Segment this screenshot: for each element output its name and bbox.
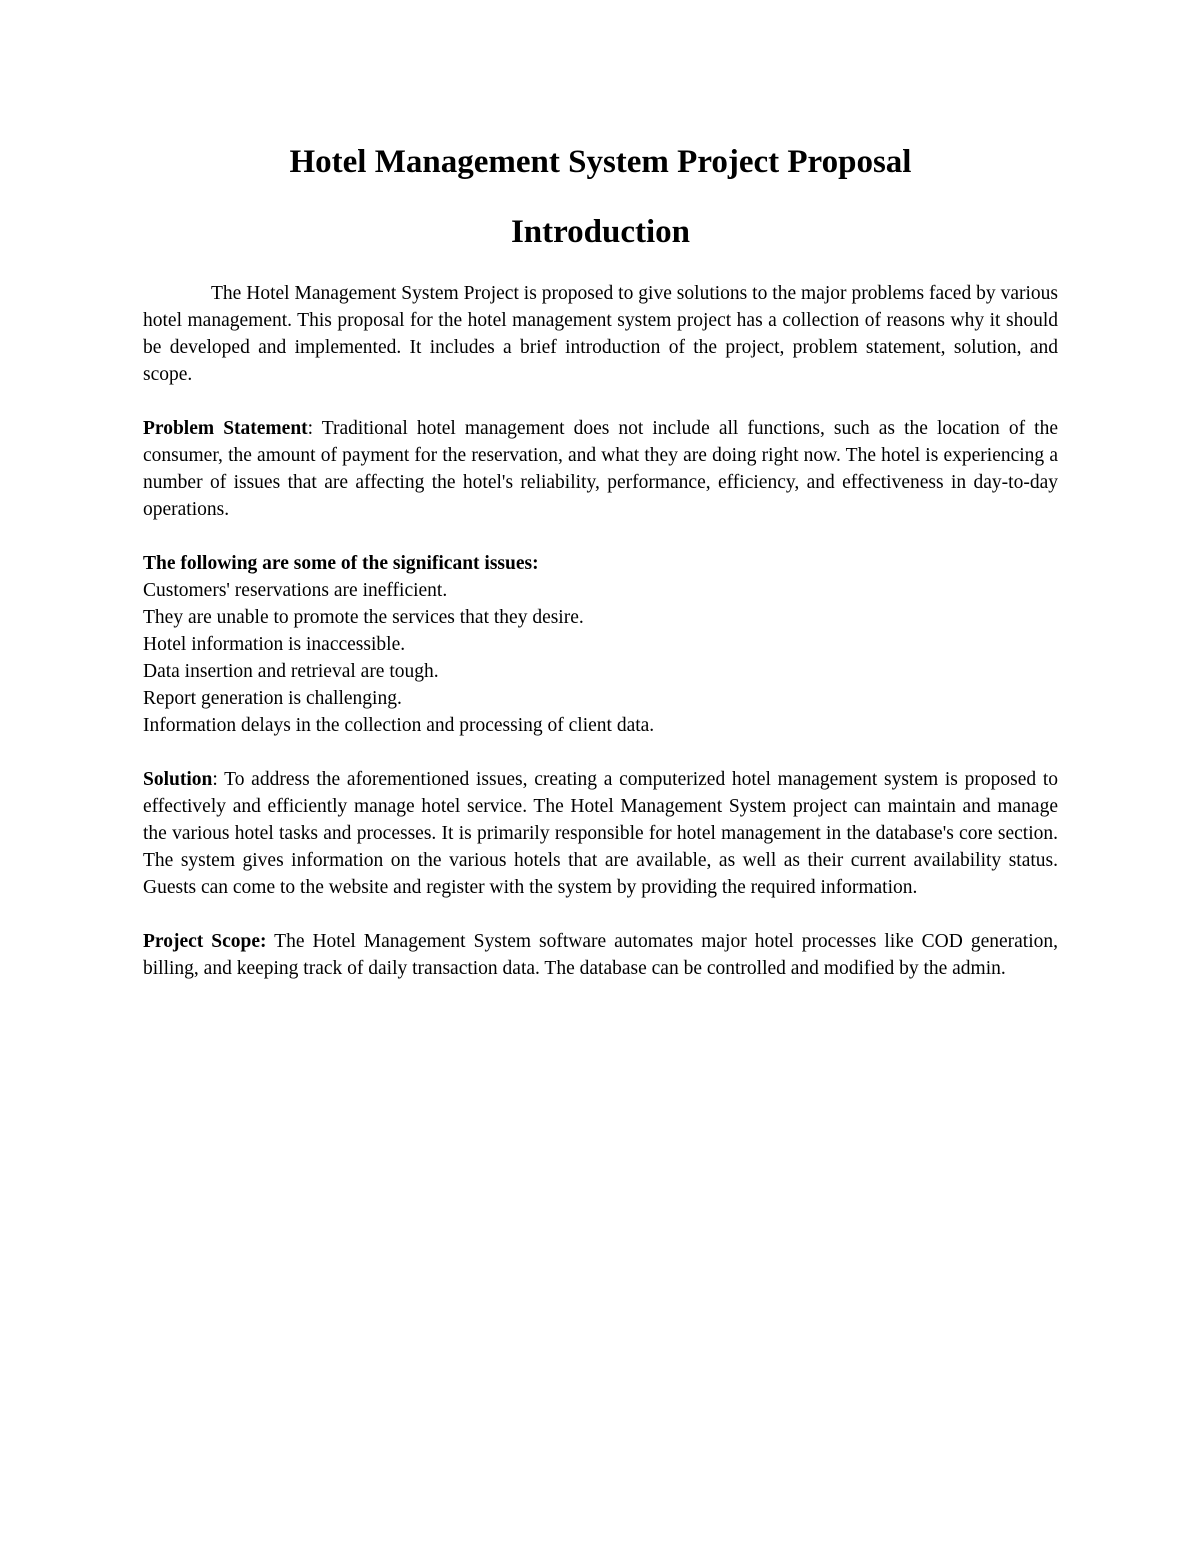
issue-item: Hotel information is inaccessible. xyxy=(143,634,406,655)
problem-statement-label: Problem Statement xyxy=(143,418,308,439)
issues-heading: The following are some of the significant issues: xyxy=(143,553,539,574)
document-title: Hotel Management System Project Proposal xyxy=(289,144,912,180)
issue-item: They are unable to promote the services that they desire. xyxy=(143,607,584,628)
document-page xyxy=(143,140,1058,982)
issue-item: Report generation is challenging. xyxy=(143,688,402,709)
issue-item: Data insertion and retrieval are tough. xyxy=(143,661,439,682)
project-scope-text: The Hotel Management System software automates major hotel processes like COD generation, billing, and keeping track of daily transaction data. The database can be controlled and modified by the admin. xyxy=(143,931,1058,979)
introduction-heading: Introduction xyxy=(510,214,691,250)
issues-heading-line xyxy=(143,550,1058,577)
solution-text: : To address the aforementioned issues, creating a computerized hotel management system is proposed to effectively and efficiently manage hotel service. The Hotel Management System project can maintain and manage the various hotel tasks and processes. It is primarily responsible for hotel management in the database's core section. The system gives information on the various hotels that are available, as well as their current availability status. Guests can come to the website and register with the system by providing the required information. xyxy=(143,769,1058,898)
issue-item: Customers' reservations are inefficient. xyxy=(143,580,448,601)
spacer xyxy=(143,523,1058,550)
issues-list xyxy=(143,577,1058,739)
solution-paragraph xyxy=(143,766,1058,901)
spacer xyxy=(143,739,1058,766)
introduction-paragraph: The Hotel Management System Project is proposed to give solutions to the major problems faced by various hotel management. This proposal for the hotel management system project has a collection of reasons why it should be developed and implemented. It includes a brief introduction of the project, problem statement, solution, and scope. xyxy=(143,283,1058,385)
problem-statement-paragraph xyxy=(143,415,1058,523)
solution-label: Solution xyxy=(143,769,213,790)
spacer xyxy=(143,388,1058,415)
spacer xyxy=(143,901,1058,928)
problem-statement-text: : Traditional hotel management does not include all functions, such as the location of the consumer, the amount of payment for the reservation, and what they are doing right now. The hotel is experiencing a number of issues that are affecting the hotel's reliability, performance, efficiency, and effectiveness in day-to-day operations. xyxy=(143,418,1058,520)
project-scope-label: Project Scope: xyxy=(143,931,267,952)
project-scope-paragraph xyxy=(143,928,1058,982)
issue-item: Information delays in the collection and processing of client data. xyxy=(143,715,655,736)
